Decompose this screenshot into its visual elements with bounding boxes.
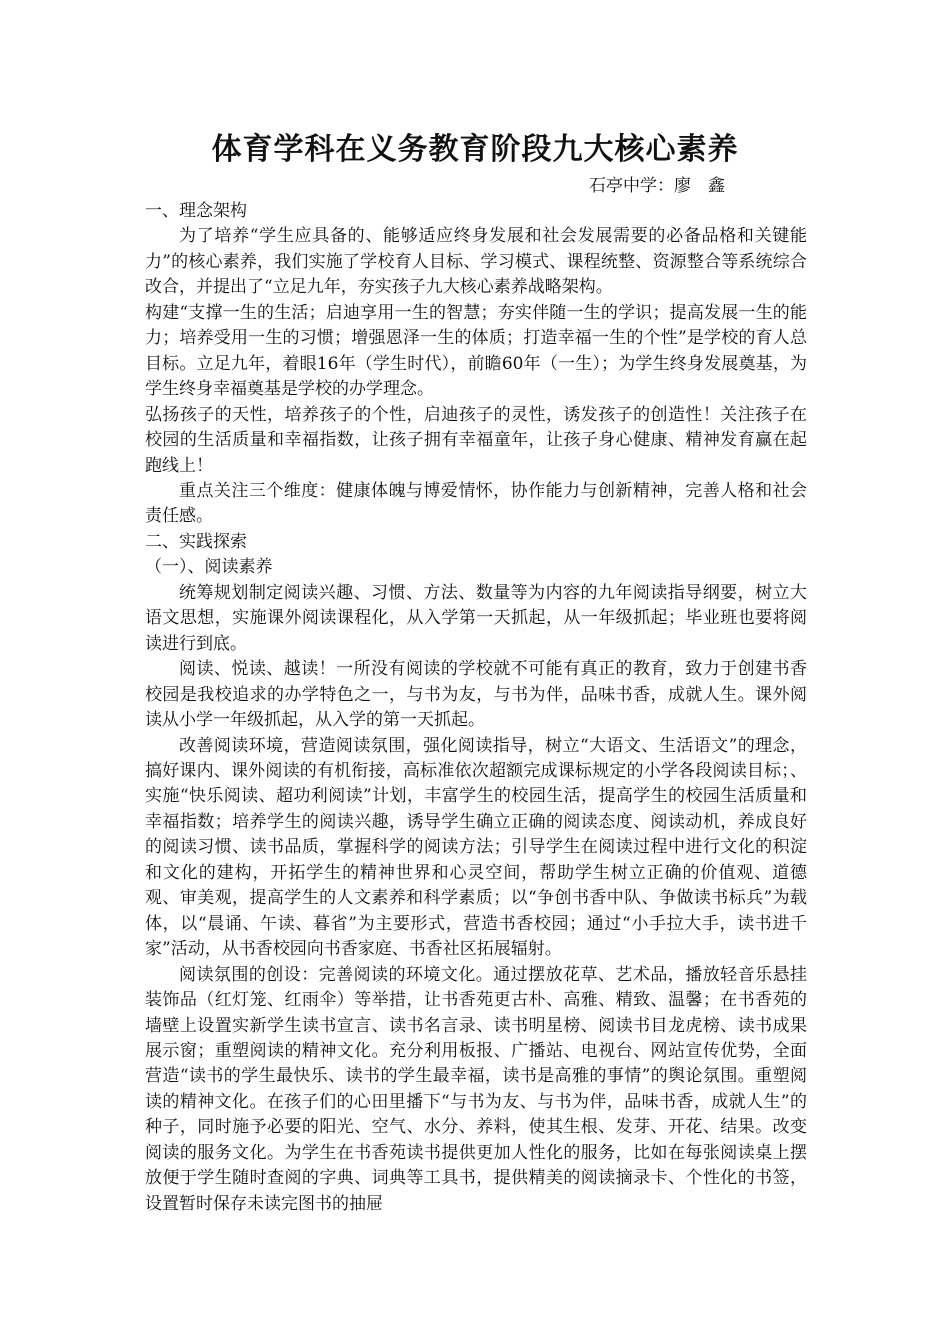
paragraph: 阅读氛围的创设：完善阅读的环境文化。通过摆放花草、艺术品，播放轻音乐悬挂装饰品（红灯笼、红雨伞）等举措，让书香苑更古朴、高雅、精致、温馨；在书香苑的墙壁上设置实新学生读书宣言、读书名言录、读书明星榜、阅读书目龙虎榜、读书成果展示窗；重塑阅读的精神文化。充分利用板报、广播站、电视台、网站宣传优势，全面营造“读书的学生最快乐、读书的学生最幸福，读书是高雅的事情”的舆论氛围。重塑阅读的精神文化。在孩子们的心田里播下“与书为友、与书为伴，品味书香，成就人生”的种子，同时施予必要的阳光、空气、水分、养料，使其生根、发芽、开花、结果。改变阅读的服务文化。为学生在书香苑读书提供更加人性化的服务，比如在每张阅读桌上摆放便于学生随时查阅的字典、词典等工具书，提供精美的阅读摘录卡、个性化的书签，设置暂时保存未读完图书的抽屉 [145, 964, 807, 1214]
paragraph: 统筹规划制定阅读兴趣、习惯、方法、数量等为内容的九年阅读指导纲要，树立大语文思想，实施课外阅读课程化，从入学第一天抓起，从一年级抓起；毕业班也要将阅读进行到底。 [145, 582, 807, 654]
document-body [145, 199, 807, 1217]
paragraph: 改善阅读环境，营造阅读氛围，强化阅读指导，树立“大语文、生活语文”的理念，搞好课内、课外阅读的有机衔接，高标准依次超额完成课标规定的小学各段阅读目标；、实施“快乐阅读、超功利阅读”计划，丰富学生的校园生活，提高学生的校园生活质量和幸福指数；培养学生的阅读兴趣，诱导学生确立正确的阅读态度、阅读动机，养成良好的阅读习惯、读书品质，掌握科学的阅读方法；引导学生在阅读过程中进行文化的积淀和文化的建构，开拓学生的精神世界和心灵空间，帮助学生树立正确的价值观、道德观、审美观，提高学生的人文素养和科学素质；以“争创书香中队、争做读书标兵”为载体，以“晨诵、午读、暮省”为主要形式，营造书香校园；通过“小手拉大手，读书进千家”活动，从书香校园向书香家庭、书香社区拓展辐射。 [145, 735, 807, 960]
document-author: 石亭中学：廖 鑫 [589, 176, 725, 196]
paragraph: 阅读、悦读、越读！一所没有阅读的学校就不可能有真正的教育，致力于创建书香校园是我校追求的办学特色之一，与书为友，与书为伴，品味书香，成就人生。课外阅读从小学一年级抓起，从入学的第一天抓起。 [145, 659, 807, 731]
paragraph: 重点关注三个维度：健康体魄与博爱情怀，协作能力与创新精神，完善人格和社会责任感。 [145, 480, 807, 527]
subsection-heading: （一）、阅读素养 [145, 557, 273, 578]
paragraph: 为了培养“学生应具备的、能够适应终身发展和社会发展需要的必备品格和关键能力”的核心素养，我们实施了学校育人目标、学习模式、课程统整、资源整合等系统综合改合，并提出了“立足九年，夯实孩子九大核心素养战略架构。 [145, 226, 807, 298]
paragraph: 弘扬孩子的天性，培养孩子的个性，启迪孩子的灵性，诱发孩子的创造性！关注孩子在校园的生活质量和幸福指数，让孩子拥有幸福童年，让孩子身心健康、精神发育赢在起跑线上！ [145, 404, 807, 476]
section-heading: 二、实践探索 [145, 531, 247, 552]
paragraph: 构建“支撑一生的生活；启迪享用一生的智慧；夯实伴随一生的学识；提高发展一生的能力；培养受用一生的习惯；增强恩泽一生的体质；打造幸福一生的个性”是学校的育人总目标。立足九年，着眼16年（学生时代），前瞻60年（一生）；为学生终身发展奠基，为学生终身幸福奠基是学校的办学理念。 [145, 302, 807, 400]
document-title: 体育学科在义务教育阶段九大核心素养 [211, 132, 739, 167]
section-heading: 一、理念架构 [145, 201, 247, 221]
